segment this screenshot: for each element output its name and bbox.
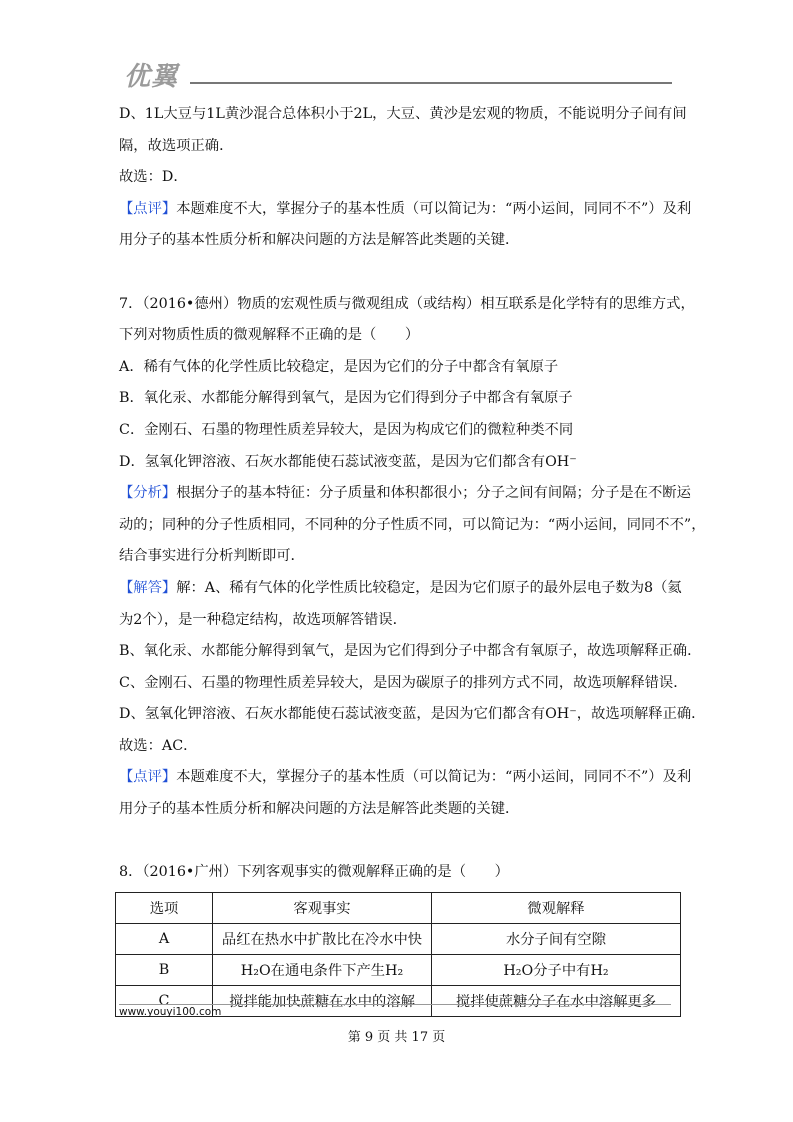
q7-comment-line-1 [119, 762, 692, 794]
table-row [116, 954, 681, 985]
q7-solution-text: 解：A、稀有气体的化学性质比较稳定，是因为它们原子的最外层电子数为8（氦 [176, 579, 682, 596]
youyi-logo: 优翼 [124, 62, 179, 92]
table-header-cell: 客观事实 [213, 892, 432, 923]
q7-solution-line-4: C、金刚石、石墨的物理性质差异较大，是因为碳原子的排列方式不同，故选项解释错误． [119, 674, 688, 691]
prev-option-d-line-1: D、1L大豆与1L黄沙混合总体积小于2L，大豆、黄沙是宏观的物质，不能说明分子间有间 [119, 106, 687, 122]
q7-analysis-text: 根据分子的基本特征：分子质量和体积都很小；分子之间有间隔；分子是在不断运 [176, 485, 691, 502]
q7-stem-line-1: 7．（2016•德州）物质的宏观性质与微观组成（或结构）相互联系是化学特有的思维方式， [119, 295, 695, 312]
prev-comment-line-1 [119, 194, 692, 226]
q7-option-d: D．氢氧化钾溶液、石灰水都能使石蕊试液变蓝，是因为它们都含有OH⁻ [119, 453, 577, 470]
comment-tag: 【点评】 [119, 769, 177, 786]
analysis-tag: 【分析】 [119, 485, 177, 502]
q7-solution-line-5: D、氢氧化钾溶液、石灰水都能使石蕊试液变蓝，是因为它们都含有OH⁻，故选项解释正确． [119, 706, 706, 723]
prev-comment-line-2: 用分子的基本性质分析和解决问题的方法是解答此类题的关键． [119, 232, 520, 249]
q7-analysis-line-1 [119, 478, 691, 510]
table-cell: C [116, 985, 213, 1016]
q7-solution-line-3: B、氧化汞、水都能分解得到氧气，是因为它们得到分子中都含有氧原子，故选项解释正确． [119, 643, 702, 660]
table-row [116, 923, 681, 954]
q7-comment-text: 本题难度不大，掌握分子的基本性质（可以简记为：“两小运间，同同不不”）及利 [176, 769, 692, 786]
q7-analysis-line-3: 结合事实进行分析判断即可． [119, 548, 305, 565]
page-header [120, 52, 672, 92]
table-cell: 搅拌使蔗糖分子在水中溶解更多 [432, 985, 681, 1016]
solution-tag: 【解答】 [119, 579, 177, 596]
q7-answer: 故选：AC． [119, 737, 198, 754]
q7-comment-line-2: 用分子的基本性质分析和解决问题的方法是解答此类题的关键． [119, 801, 520, 818]
table-cell: 水分子间有空隙 [432, 923, 681, 954]
prev-option-d-line-2: 隔，故选项正确． [119, 137, 234, 154]
table-header-cell: 选项 [116, 892, 213, 923]
header-rule [190, 82, 672, 84]
q7-stem-line-2: 下列对物质性质的微观解释不正确的是（ ） [119, 327, 420, 344]
q7-solution-line-2: 为2个），是一种稳定结构，故选项解答错误． [119, 611, 407, 628]
q7-option-a: A．稀有气体的化学性质比较稳定，是因为它们的分子中都含有氧原子 [119, 358, 559, 375]
comment-tag: 【点评】 [119, 200, 177, 217]
table-cell: 品红在热水中扩散比在冷水中快 [213, 923, 432, 954]
q7-solution-line-1 [119, 573, 681, 605]
table-cell: 搅拌能加快蔗糖在水中的溶解 [213, 985, 432, 1016]
q7-option-b: B．氧化汞、水都能分解得到氧气，是因为它们得到分子中都含有氧原子 [119, 390, 573, 407]
table-cell: B [116, 954, 213, 985]
table-cell: H₂O分子中有H₂ [432, 954, 681, 985]
q8-table [115, 892, 681, 1017]
page-number: 第 9 页 共 17 页 [347, 1030, 446, 1045]
q7-analysis-line-2: 动的；同种的分子性质相同，不同种的分子性质不同，可以简记为：“两小运间，同同不不”， [119, 516, 706, 533]
table-header-row [116, 892, 681, 923]
page-content [119, 99, 706, 1017]
q8-stem: 8．（2016•广州）下列客观事实的微观解释正确的是（ ） [119, 864, 509, 881]
table-header-cell: 微观解释 [432, 892, 681, 923]
table-cell: A [116, 923, 213, 954]
prev-comment-text: 本题难度不大，掌握分子的基本性质（可以简记为：“两小运间，同同不不”）及利 [176, 200, 692, 217]
footer-rule [119, 1004, 671, 1005]
prev-answer: 故选：D． [119, 169, 188, 186]
q7-option-c: C．金刚石、石墨的物理性质差异较大，是因为构成它们的微粒种类不同 [119, 421, 574, 438]
footer-url[interactable]: www.youyi100.com [119, 1006, 222, 1018]
table-cell: H₂O在通电条件下产生H₂ [213, 954, 432, 985]
